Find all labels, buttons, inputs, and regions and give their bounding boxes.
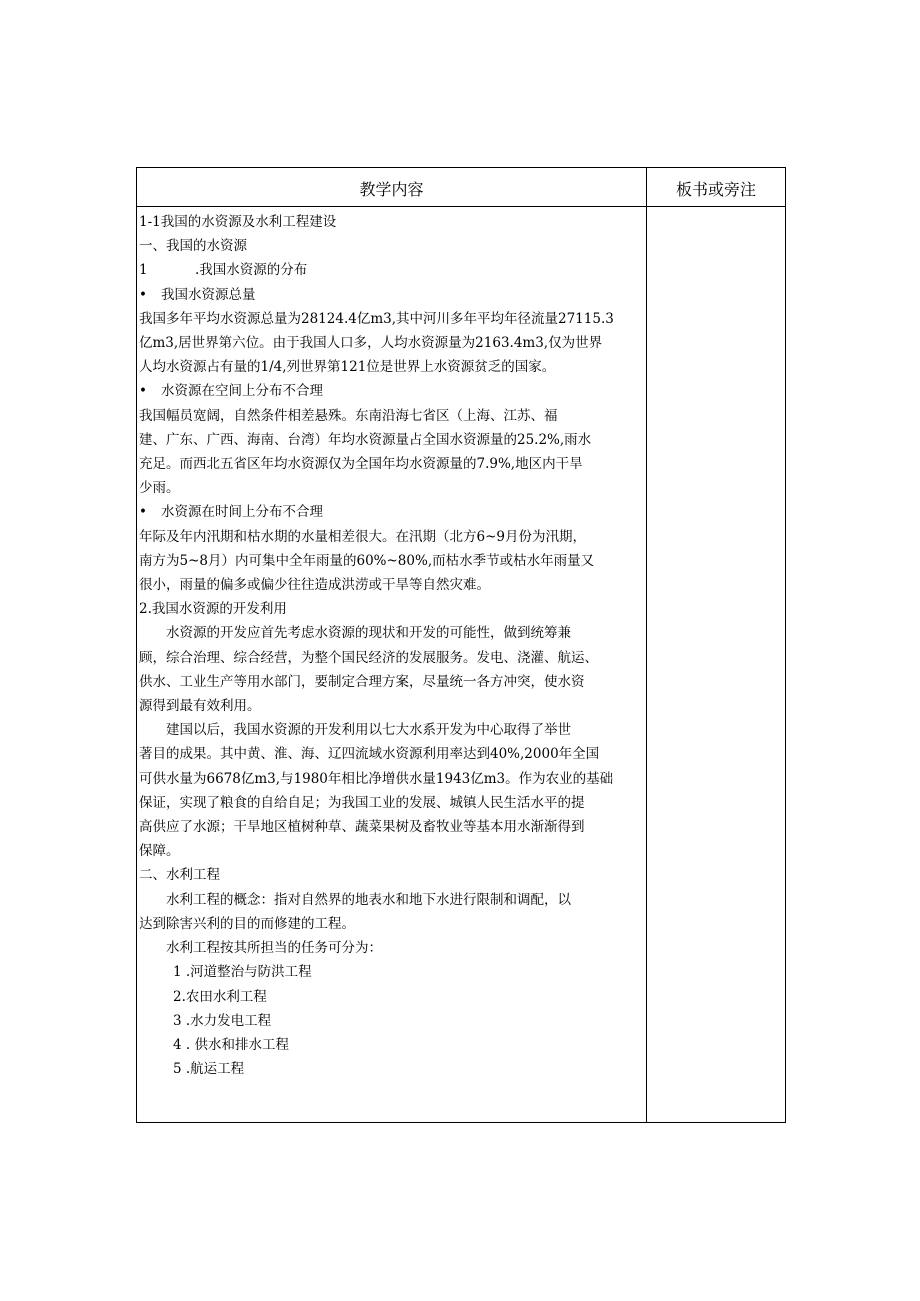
column-divider	[646, 168, 647, 1122]
list-item: 4 . 供水和排水工程	[173, 1036, 289, 1053]
list-item: 2.农田水利工程	[173, 988, 267, 1005]
bullet2-title: 水资源在空间上分布不合理	[161, 383, 323, 400]
text-line: 南方为5~8月）内可集中全年雨量的60%~80%,而枯水季节或枯水年雨量又	[139, 552, 595, 569]
header-board-notes: 板书或旁注	[675, 180, 756, 199]
text-line: 我国多年平均水资源总量为28124.4亿m3,其中河川多年平均年径流量27115.3	[139, 310, 614, 327]
text-line: 水利工程按其所担当的任务可分为：	[166, 940, 382, 957]
list-item: 3 .水力发电工程	[173, 1012, 272, 1029]
teaching-content-cell	[139, 210, 645, 1081]
bullet-icon: •	[139, 383, 147, 400]
section-title: 1-1我国的水资源及水利工程建设	[139, 214, 337, 230]
part1-title: 一、我国的水资源	[139, 238, 247, 255]
text-line: 建、广东、广西、海南、台湾）年均水资源量占全国水资源量的25.2%,雨水	[139, 431, 592, 448]
text-line: 源得到最有效利用。	[139, 698, 261, 715]
lesson-table	[136, 167, 786, 1123]
text-line: 著目的成果。其中黄、淮、海、辽四流域水资源利用率达到40%,2000年全国	[139, 746, 600, 763]
text-line: 顾，综合治理、综合经营，为整个国民经济的发展服务。发电、浇灌、航运、	[139, 649, 598, 666]
text-line: 保障。	[139, 843, 180, 860]
text-line: 水利工程的概念：指对自然界的地表水和地下水进行限制和调配，以	[166, 891, 571, 908]
bullet3-heading	[139, 500, 645, 524]
bullet2-heading	[139, 379, 645, 403]
text-line: 高供应了水源；干旱地区植树种草、蔬菜果树及畜牧业等基本用水渐渐得到	[139, 819, 585, 836]
text-line: 年际及年内汛期和枯水期的水量相差很大。在汛期（北方6~9月份为汛期，	[139, 528, 586, 545]
text-line: 亿m3,居世界第六位。由于我国人口多，人均水资源量为2163.4m3,仅为世界	[139, 335, 603, 352]
bullet-icon: •	[139, 504, 147, 521]
text-line: 人均水资源占有量的1/4,列世界第121位是世界上水资源贫乏的国家。	[139, 359, 556, 376]
subsection1-heading	[139, 258, 645, 282]
text-line: 很小，雨量的偏多或偏少往往造成洪涝或干旱等自然灾难。	[139, 577, 490, 594]
header-teaching-content: 教学内容	[359, 180, 424, 199]
bullet3-title: 水资源在时间上分布不合理	[161, 504, 323, 521]
text-line: 我国幅员宽阔，自然条件相差悬殊。东南沿海七省区（上海、江苏、福	[139, 407, 558, 424]
bullet-icon: •	[139, 286, 147, 303]
part2-title: 二、水利工程	[139, 867, 220, 884]
text-line: 少雨。	[139, 480, 180, 497]
text-line: 达到除害兴利的目的而修建的工程。	[139, 915, 355, 932]
text-line: 水资源的开发应首先考虑水资源的现状和开发的可能性，做到统筹兼	[166, 625, 571, 642]
subsection1-number: 1	[139, 262, 148, 279]
header-divider	[137, 206, 785, 207]
text-line: 供水、工业生产等用水部门，要制定合理方案，尽量统一各方冲突，使水资	[139, 673, 585, 690]
text-line: 建国以后，我国水资源的开发利用以七大水系开发为中心取得了举世	[166, 722, 571, 739]
subsection2-title: 2.我国水资源的开发利用	[139, 601, 287, 618]
text-line: 保证，实现了粮食的自给自足；为我国工业的发展、城镇人民生活水平的提	[139, 794, 585, 811]
bullet1-title: 我国水资源总量	[161, 286, 256, 303]
list-item: 5 .航运工程	[173, 1061, 245, 1078]
text-line: 可供水量为6678亿m3,与1980年相比净增供水量1943亿m3。作为农业的基础	[139, 770, 614, 787]
list-item: 1 .河道整治与防洪工程	[173, 964, 312, 981]
subsection1-title: .我国水资源的分布	[195, 262, 308, 279]
text-line: 充足。而西北五省区年均水资源仅为全国年均水资源量的7.9%,地区内干旱	[139, 456, 583, 473]
bullet1-heading	[139, 283, 645, 307]
